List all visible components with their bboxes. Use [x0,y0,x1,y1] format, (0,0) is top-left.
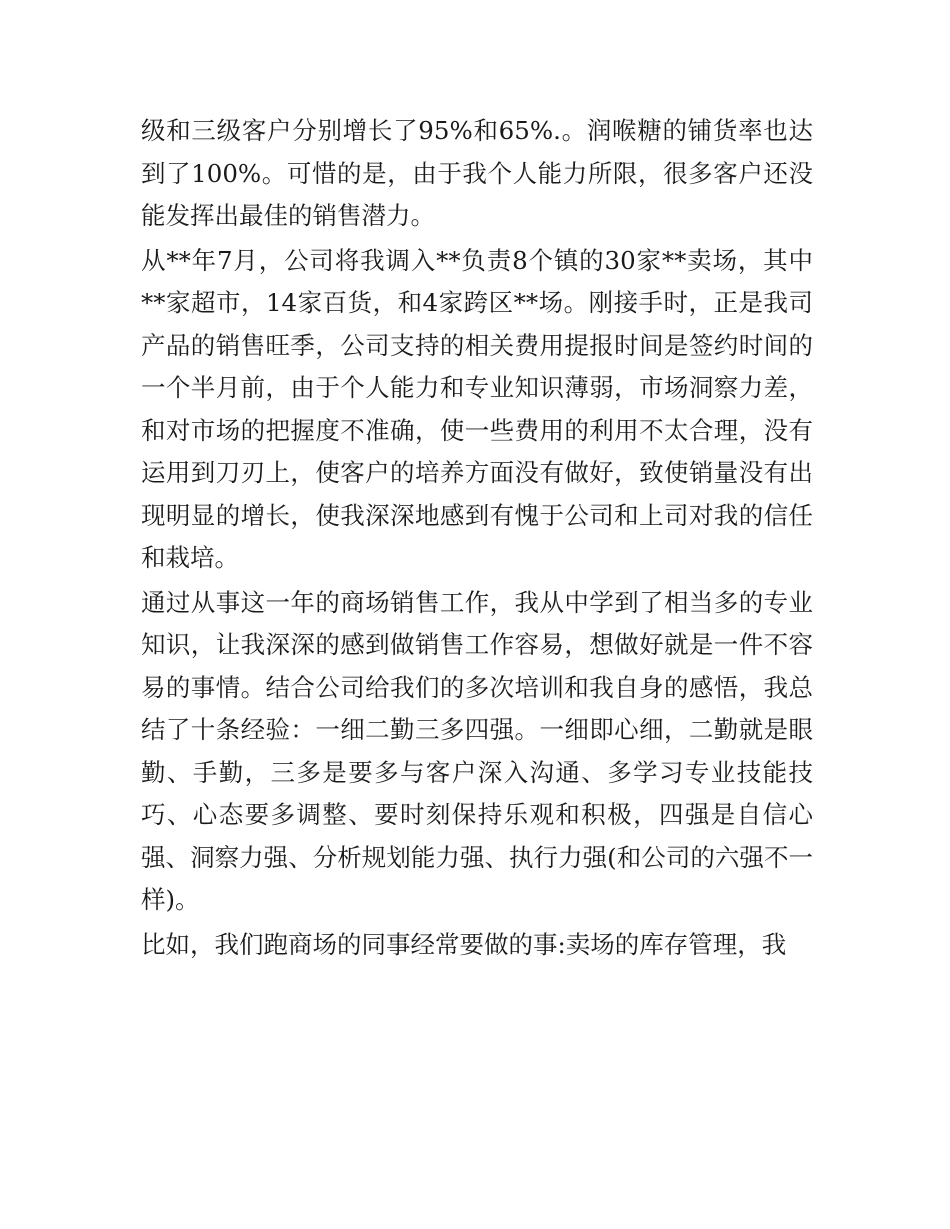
paragraph-2: 从**年7月，公司将我调入**负责8个镇的30家**卖场，其中**家超市，14家百货，和4家跨区**场。刚接手时，正是我司产品的销售旺季，公司支持的相关费用提报时间是签约时间的一个半月前，由于个人能力和专业知识薄弱，市场洞察力差，和对市场的把握度不准确，使一些费用的利用不太合理，没有运用到刀刃上，使客户的培养方面没有做好，致使销量没有出现明显的增长，使我深深地感到有愧于公司和上司对我的信任和栽培。 [141,245,813,572]
paragraph-3: 通过从事这一年的商场销售工作，我从中学到了相当多的专业知识，让我深深的感到做销售工作容易，想做好就是一件不容易的事情。结合公司给我们的多次培训和我自身的感悟，我总结了十条经验：一细二勤三多四强。一细即心细，二勤就是眼勤、手勤，三多是要多与客户深入沟通、多学习专业技能技巧、心态要多调整、要时刻保持乐观和积极，四强是自信心强、洞察力强、分析规划能力强、执行力强(和公司的六强不一样)。 [141,587,813,914]
document-body [141,110,813,968]
paragraph-4: 比如，我们跑商场的同事经常要做的事:卖场的库存管理，我 [141,929,787,959]
paragraph-1: 级和三级客户分别增长了95%和65%.。润喉糖的铺货率也达到了100%。可惜的是，由于我个人能力所限，很多客户还没能发挥出最佳的销售潜力。 [141,116,813,230]
